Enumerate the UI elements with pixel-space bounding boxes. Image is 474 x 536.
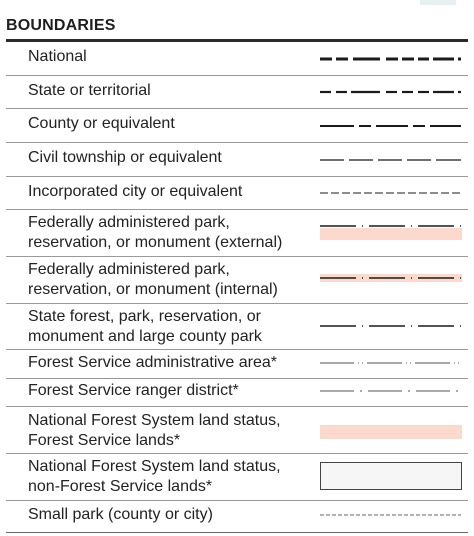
legend-row-city [6, 177, 468, 210]
row-label: County or equivalent [28, 115, 175, 132]
row-label: Forest Service ranger district* [28, 382, 239, 399]
federal-park-internal-symbol [320, 270, 462, 286]
row-label: State forest, park, reservation, or monument and large county park [28, 308, 262, 345]
state-boundary-line [320, 85, 462, 99]
legend-row-fs-admin-area [6, 350, 468, 379]
row-label: Federally administered park, reservation, or monument (external) [28, 214, 283, 251]
legend-row-federal-park-internal [6, 257, 468, 304]
county-boundary-line [320, 119, 462, 133]
row-label: National Forest System land status, Forest Service lands* [28, 412, 281, 449]
fs-ranger-district-line [320, 384, 462, 398]
national-boundary-line [320, 52, 462, 66]
legend-row-small-park [6, 501, 468, 533]
row-label: Civil township or equivalent [28, 149, 222, 166]
legend-row-national [6, 42, 468, 76]
row-label: State or territorial [28, 82, 151, 99]
row-label: Small park (county or city) [28, 506, 213, 523]
row-label: Incorporated city or equivalent [28, 183, 243, 200]
small-park-line [320, 508, 462, 522]
legend-row-nfs-fs-lands [6, 407, 468, 454]
city-boundary-line [320, 186, 462, 200]
legend-row-fs-ranger-district [6, 379, 468, 407]
township-boundary-line [320, 153, 462, 167]
legend-row-state [6, 76, 468, 109]
legend-row-township [6, 143, 468, 177]
section-header [6, 13, 468, 39]
section-title: BOUNDARIES [6, 17, 116, 34]
state-forest-park-line [320, 319, 462, 333]
corner-tab [420, 0, 456, 5]
nfs-non-fs-lands-box [320, 462, 462, 490]
federal-park-external-symbol [320, 220, 462, 242]
legend-row-nfs-non-fs-lands [6, 454, 468, 501]
row-label: National Forest System land status, non-Forest Service lands* [28, 458, 281, 495]
row-label: Forest Service administrative area* [28, 354, 277, 371]
nfs-fs-lands-fill [320, 425, 462, 439]
fs-admin-area-line [320, 356, 462, 370]
legend-row-federal-park-external [6, 210, 468, 257]
legend-row-county [6, 109, 468, 143]
row-label: Federally administered park, reservation, or monument (internal) [28, 261, 278, 298]
legend-row-state-forest [6, 304, 468, 350]
row-label: National [28, 48, 87, 65]
